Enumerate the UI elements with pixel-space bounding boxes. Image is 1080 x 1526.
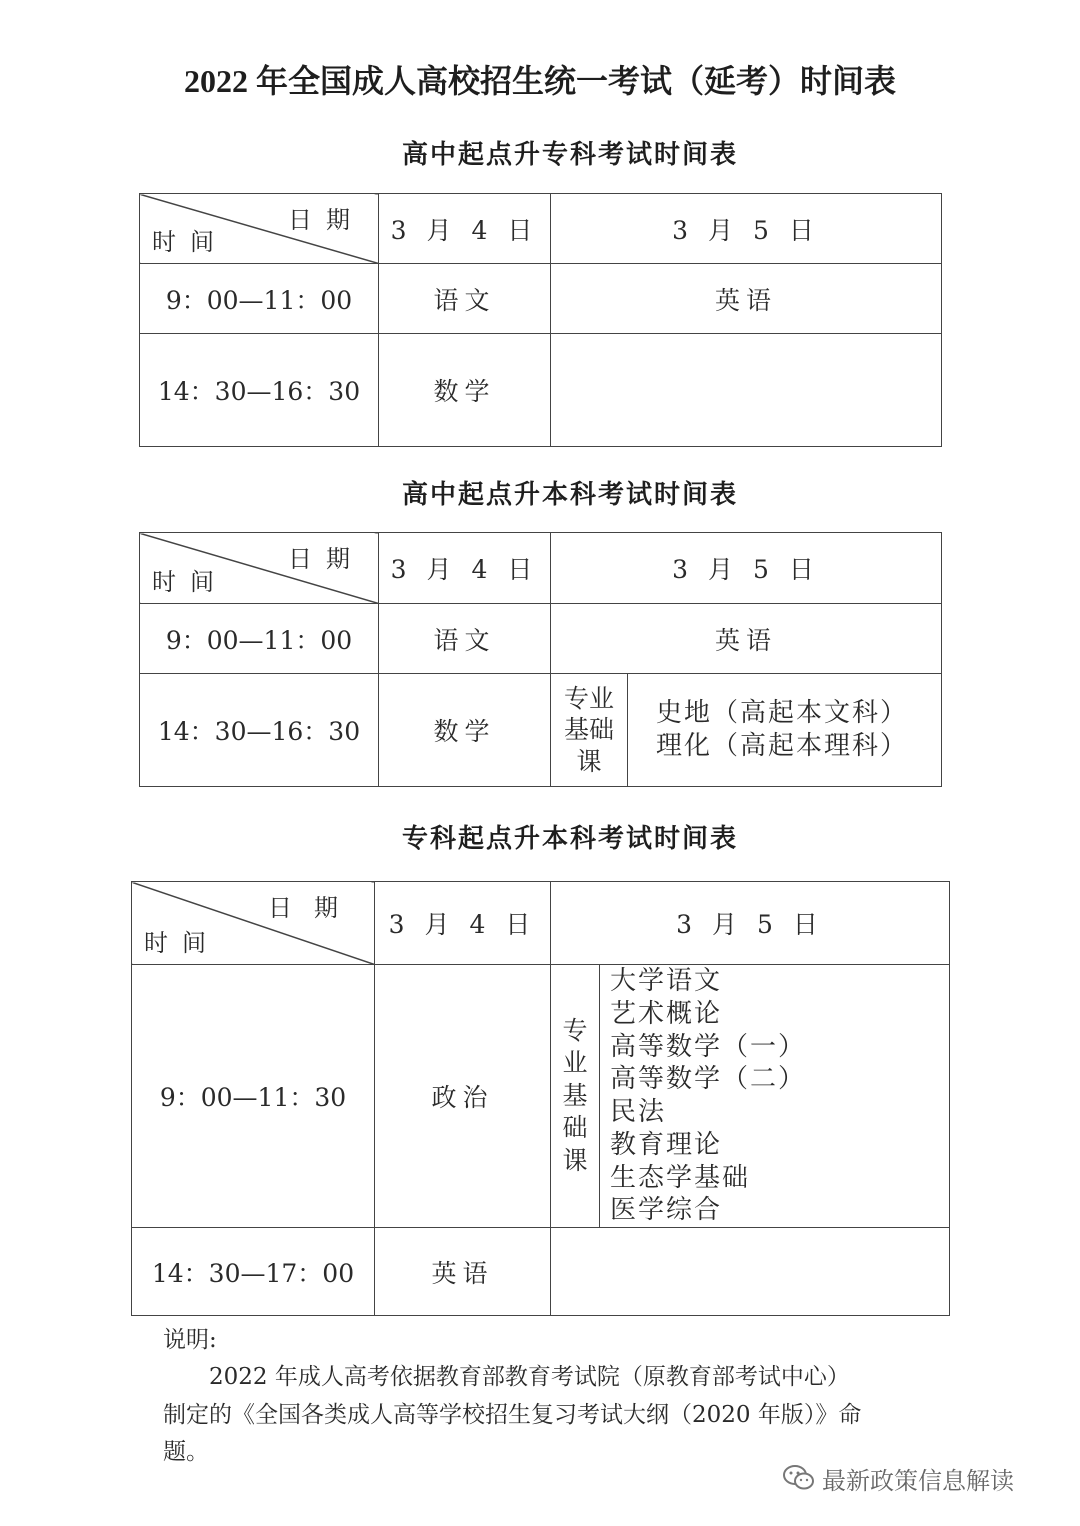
table3-title: 专科起点升本科考试时间表: [401, 824, 738, 854]
subject-item: 史地（高起本文科）: [656, 698, 909, 729]
table1-time-2: 14：30—16：30: [140, 334, 379, 447]
category-label-part: 专业: [563, 684, 614, 714]
subject-item: 生态学基础: [610, 1162, 751, 1193]
table1-header-diagonal: [140, 194, 379, 264]
wechat-icon: [782, 1463, 816, 1493]
table3-subject: 政治: [375, 965, 551, 1228]
table2-subject-list: [628, 674, 942, 787]
table3-time-1: 9：00—11：30: [132, 965, 375, 1228]
note-section: [163, 1322, 933, 1471]
table1-subject: 语文: [379, 264, 551, 334]
watermark-text: 最新政策信息解读: [822, 1466, 1014, 1495]
note-text: 制定的《全国各类成人高等学校招生复习考试大纲（2020 年版）》命: [163, 1401, 862, 1428]
category-label-part: 础: [562, 1113, 588, 1143]
table2-date-1: 3 月 4 日: [379, 533, 551, 604]
table2-date-2: 3 月 5 日: [551, 533, 942, 604]
note-heading: 说明:: [163, 1327, 217, 1353]
table2-time-2: 14：30—16：30: [140, 674, 379, 787]
table1-time-1: 9：00—11：00: [140, 264, 379, 334]
table1-subject: 数学: [379, 334, 551, 447]
table2-time-1: 9：00—11：00: [140, 604, 379, 674]
table1-empty-cell: [551, 334, 942, 447]
time-label: 时间: [144, 929, 220, 957]
table2: [139, 532, 942, 787]
table3-subject-list: [600, 965, 950, 1228]
table2-subject: 数学: [379, 674, 551, 787]
note-text: 题。: [163, 1438, 209, 1465]
subject-item: 教育理论: [610, 1129, 723, 1160]
table1-subject: 英语: [551, 264, 942, 334]
category-label-part: 基础: [563, 715, 614, 745]
date-label: 日期: [288, 545, 364, 573]
table3-date-2: 3 月 5 日: [551, 882, 950, 965]
table2-title: 高中起点升本科考试时间表: [401, 480, 738, 510]
table1-date-2: 3 月 5 日: [551, 194, 942, 264]
note-text: 2022 年成人高考依据教育部教育考试院（原教育部考试中心）: [209, 1364, 850, 1391]
table3-time-2: 14：30—17：00: [132, 1228, 375, 1316]
subject-item: 理化（高起本理科）: [656, 731, 909, 761]
table2-header-diagonal: [140, 533, 379, 604]
table3-date-1: 3 月 4 日: [375, 882, 551, 965]
subject-item: 大学语文: [610, 966, 723, 996]
table3-header-diagonal: [132, 882, 375, 965]
subject-item: 民法: [610, 1097, 667, 1127]
table1-date-1: 3 月 4 日: [379, 194, 551, 264]
category-label-part: 专: [562, 1015, 588, 1045]
category-label-part: 基: [562, 1080, 588, 1110]
table2-subject: 英语: [551, 604, 942, 674]
category-label-part: 课: [562, 1145, 588, 1175]
subject-item: 高等数学（二）: [610, 1064, 807, 1095]
table3-empty-cell: [551, 1228, 950, 1316]
page-title: 2022 年全国成人高校招生统一考试（延考）时间表: [183, 63, 896, 99]
date-label: 日期: [288, 206, 364, 234]
table3-subject: 英语: [375, 1228, 551, 1316]
category-label-part: 业: [562, 1048, 588, 1078]
time-label: 时间: [152, 228, 228, 256]
table2-subject: 语文: [379, 604, 551, 674]
watermark: [782, 1458, 1072, 1498]
category-label-part: 课: [576, 746, 602, 776]
subject-item: 医学综合: [610, 1195, 723, 1226]
table2-category-label: [551, 674, 628, 787]
table1-title: 高中起点升专科考试时间表: [401, 140, 738, 170]
subject-item: 艺术概论: [610, 998, 723, 1029]
subject-item: 高等数学（一）: [610, 1031, 807, 1062]
table1: [139, 193, 942, 447]
table3: [131, 881, 950, 1316]
table3-category-label: [551, 965, 600, 1228]
time-label: 时间: [152, 568, 228, 596]
date-label: 日期: [268, 894, 360, 922]
